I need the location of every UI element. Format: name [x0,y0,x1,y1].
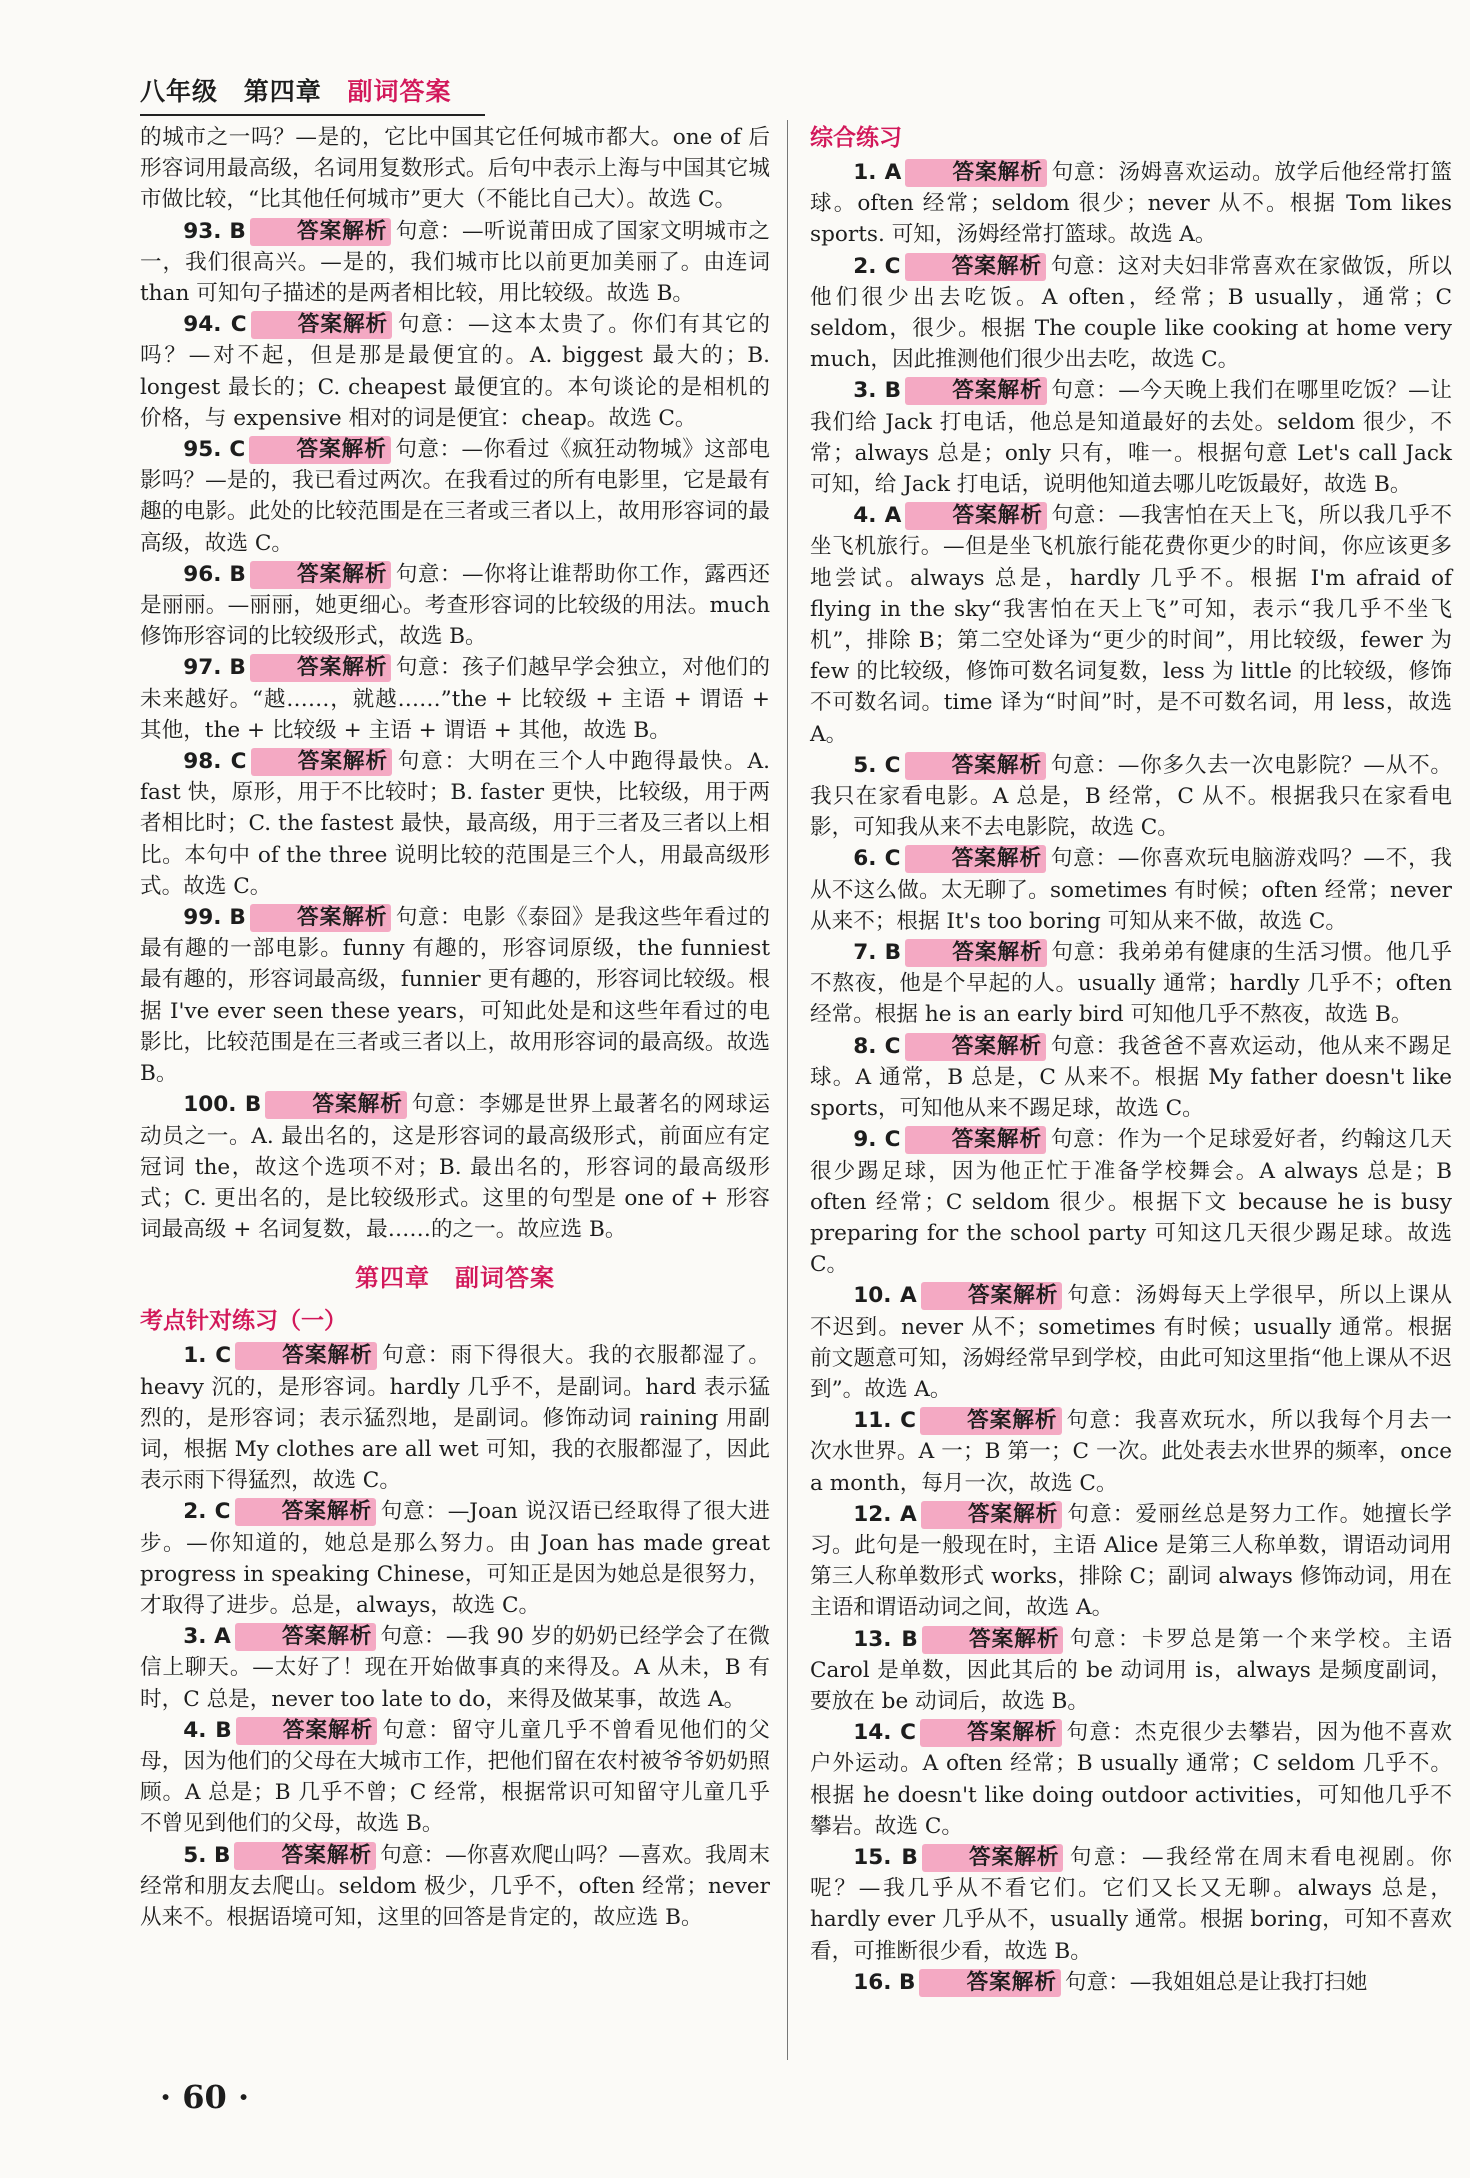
answer-text: 句意：汤姆喜欢运动。放学后他经常打篮球。often 经常；seldom 很少；never 从不。根据 Tom likes sports. 可知，汤姆经常打篮球。故选 A。 [810,160,1452,248]
answer-number: 98. C [183,749,247,775]
header-grade: 八年级 [140,77,219,106]
answer-item [140,1621,770,1715]
answer-analysis-tag: 答案解析 [235,1623,377,1651]
answer-item [140,434,770,559]
answer-analysis-tag: 答案解析 [250,904,392,932]
answer-analysis-tag: 答案解析 [250,218,392,246]
answer-item [810,1842,1452,1967]
answer-analysis-tag: 答案解析 [251,311,393,339]
answer-item [140,1496,770,1621]
answer-item [810,251,1452,376]
answer-analysis-tag: 答案解析 [905,1126,1047,1154]
answer-text: 句意：大明在三个人中跑得最快。A. fast 快，原形，用于不比较时；B. faster 更快，比较级，用于两者相比时；C. the fastest 最快，最高级，用于三者及三者以上相比。本句中 of the three 说明比较的范围是三个人，用最高级形式。故选 C。 [140,749,770,899]
answer-number: 8. C [853,1033,901,1059]
answer-analysis-tag: 答案解析 [922,1844,1064,1872]
answer-analysis-tag: 答案解析 [905,253,1047,281]
answer-text: 句意：我爸爸不喜欢运动，他从来不踢足球。A 通常，B 总是，C 从来不。根据 My father doesn't like sports，可知他从来不踢足球，故选 C。 [810,1033,1452,1122]
answer-number: 1. C [183,1343,232,1369]
answer-text: 句意：—你将让谁帮助你工作，露西还是丽丽。—丽丽，她更细心。考查形容词的比较级的用法。much 修饰形容词的比较级形式，故选 B。 [140,561,770,650]
answer-analysis-tag: 答案解析 [905,1033,1047,1061]
answer-analysis-tag: 答案解析 [235,1342,377,1370]
answer-number: 1. A [853,160,902,185]
answer-item [810,375,1452,500]
answer-analysis-tag: 答案解析 [251,748,393,776]
answer-number: 16. B [853,1969,916,1995]
answer-item [810,750,1452,844]
answer-number: 5. C [853,752,901,778]
answer-text: 句意：—我经常在周末看电视剧。你呢？—我几乎从不看它们。它们又长又无聊。always 总是，hardly ever 几乎从不，usually 通常。根据 boring，可知不喜欢看，可推断很少看，故选 B。 [810,1844,1452,1964]
answer-item [140,1340,770,1496]
answer-text: 句意：—今天晚上我们在哪里吃饭？—让我们给 Jack 打电话，他总是知道最好的去处。seldom 很少，不常；always 总是；only 只有，唯一。根据句意 Let's call Jack 可知，给 Jack 打电话，说明他知道去哪儿吃饭最好，故选 B。 [810,378,1452,498]
answer-item [810,1405,1452,1499]
answer-analysis-tag: 答案解析 [265,1091,407,1119]
answer-item [810,157,1452,251]
answer-number: 100. B [183,1092,262,1118]
answer-analysis-tag: 答案解析 [920,1719,1062,1747]
column-divider [787,120,788,2060]
answer-number: 96. B [183,561,246,587]
answer-item [140,216,770,310]
answer-text: 句意：—Joan 说汉语已经取得了很大进步。—你知道的，她总是那么努力。由 Joan has made great progress in speaking Chinese，可知正是因为她总是很努力，才取得了进步。总是，always，故选 C。 [140,1499,770,1618]
answer-text: 句意：这对夫妇非常喜欢在家做饭，所以他们很少出去吃饭。A often，经常；B usually，通常；C seldom，很少。根据 The couple like cooking at home very much，因此推测他们很少出去吃，故选 C。 [810,253,1452,373]
answer-item [810,1624,1452,1718]
answer-number: 11. C [853,1408,916,1434]
answer-text: 句意：杰克很少去攀岩，因为他不喜欢户外运动。A often 经常；B usually 通常；C seldom 几乎不。根据 he doesn't like doing outdoor activities，可知他几乎不攀岩。故选 C。 [810,1720,1452,1839]
answer-analysis-tag: 答案解析 [905,377,1047,405]
answer-analysis-tag: 答案解析 [250,654,392,682]
answer-analysis-tag: 答案解析 [235,1498,377,1526]
answer-number: 5. B [183,1842,231,1868]
answer-analysis-tag: 答案解析 [905,502,1047,530]
answer-text: 句意：卡罗总是第一个来学校。主语 Carol 是单数，因此其后的 be 动词用 is，always 是频度副词，要放在 be 动词后，故选 B。 [810,1626,1452,1714]
answer-item [810,1499,1452,1624]
continued-paragraph: 的城市之一吗？—是的，它比中国其它任何城市都大。one of 后形容词用最高级，名词用复数形式。后句中表示上海与中国其它城市做比较，“比其他任何城市”更大（不能比自己大）。故选 C。 [140,125,770,213]
answer-analysis-tag: 答案解析 [905,159,1047,187]
answer-text: 句意：—我害怕在天上飞，所以我几乎不坐飞机旅行。—但是坐飞机旅行能花费你更少的时间，你应该更多地尝试。always 总是，hardly 几乎不。根据 I'm afraid of flying in the sky“我害怕在天上飞”可知，表示“我几乎不坐飞机”，排除 B；第二空处译为“更少的时间”，用比较级，fewer 为 few 的比较级，修饰可数名词复数，less 为 little 的比较级，修饰不可数名词。time 译为“时间”时，是不可数名词，用 less，故选 A。 [810,503,1452,747]
answer-number: 4. A [853,503,902,529]
left-column [140,122,770,1933]
answer-analysis-tag: 答案解析 [250,561,392,589]
answer-number: 3. A [183,1624,231,1650]
answer-number: 10. A [853,1283,917,1309]
answer-number: 95. C [183,437,246,463]
answer-text: 句意：—我 90 岁的奶奶已经学会了在微信上聊天。—太好了！现在开始做事真的来得及。A 从未，B 有时，C 总是，never too late to do，来得及做某事，故选 A。 [140,1624,770,1712]
answer-text: 句意：电影《泰囧》是我这些年看过的最有趣的一部电影。funny 有趣的，形容词原级，the funniest 最有趣的，形容词最高级，funnier 更有趣的，形容词比较级。根据 I've ever seen these years，可知此处是和这些年看过的电影比，比较范围是在三者或三者以上，故用形容词的最高级。故选 B。 [140,905,770,1087]
answer-item [140,309,770,434]
answer-item [140,1715,770,1840]
answer-analysis-tag: 答案解析 [236,1717,378,1745]
answer-number: 97. B [183,655,246,681]
answer-item [140,902,770,1089]
answer-number: 2. C [853,253,901,279]
answer-number: 13. B [853,1626,918,1652]
answer-item [810,1124,1452,1280]
answer-number: 15. B [853,1844,918,1870]
answer-text: 句意：—你喜欢玩电脑游戏吗？—不，我从不这么做。太无聊了。sometimes 有时候；often 经常；never 从来不；根据 It's too boring 可知从来不做，故选 C。 [810,846,1452,934]
running-header [140,72,485,116]
answer-number: 7. B [853,940,902,966]
answer-text: 句意：爱丽丝总是努力工作。她擅长学习。此句是一般现在时，主语 Alice 是第三人称单数，谓语动词用第三人称单数形式 works，排除 C；副词 always 修饰动词，用在主语和谓语动词之间，故选 A。 [810,1501,1452,1621]
answer-analysis-tag: 答案解析 [905,845,1047,873]
answer-item [810,500,1452,750]
answer-number: 14. C [853,1720,916,1746]
answer-item [140,1089,770,1245]
answer-number: 94. C [183,312,247,338]
answer-text: 句意：—你喜欢爬山吗？—喜欢。我周末经常和朋友去爬山。seldom 极少，几乎不，often 经常；never 从来不。根据语境可知，这里的回答是肯定的，故应选 B。 [140,1842,770,1930]
answer-text: 句意：—这本太贵了。你们有其它的吗？—对不起，但是那是最便宜的。A. biggest 最大的；B. longest 最长的；C. cheapest 最便宜的。本句谈论的是相机的价格，与 expensive 相对的词是便宜：cheap。故选 C。 [140,312,770,431]
answer-item [810,937,1452,1031]
answer-number: 6. C [853,846,901,872]
answer-text: 句意：—我姐姐总是让我打扫她 [1065,1969,1368,1995]
answer-text: 句意：李娜是世界上最著名的网球运动员之一。A. 最出名的，这是形容词的最高级形式，前面应有定冠词 the，故这个选项不对；B. 最出名的，形容词的最高级形式；C. 更出名的，是比较级形式。这里的句型是 one of + 形容词最高级 + 名词复数，最……的之一。故应选 B。 [140,1092,770,1243]
answer-number: 12. A [853,1501,917,1527]
answer-text: 句意：汤姆每天上学很早，所以上课从不迟到。never 从不；sometimes 有时候；usually 通常。根据前文题意可知，汤姆经常早到学校，由此可知这里指“他上课从不迟到”。故选 A。 [810,1283,1452,1402]
answer-text: 句意：—听说莆田成了国家文明城市之一，我们很高兴。—是的，我们城市比以前更加美丽了。由连词 than 可知句子描述的是两者相比较，用比较级。故选 B。 [140,218,770,307]
answer-number: 9. C [853,1127,901,1153]
header-section: 副词答案 [347,77,452,106]
answer-text: 句意：—你看过《疯狂动物城》这部电影吗？—是的，我已看过两次。在我看过的所有电影里，它是最有趣的电影。此处的比较范围是在三者或三者以上，故用形容词的最高级，故选 C。 [140,437,770,556]
answer-item [140,1840,770,1934]
answer-number: 99. B [183,905,246,931]
answer-analysis-tag: 答案解析 [920,1407,1062,1435]
answer-text: 句意：我弟弟有健康的生活习惯。他几乎不熬夜，他是个早起的人。usually 通常；hardly 几乎不；often 经常。根据 he is an early bird 可知他几乎不熬夜，故选 B。 [810,940,1452,1028]
answer-analysis-tag: 答案解析 [921,1282,1063,1310]
answer-text: 句意：留守儿童几乎不曾看见他们的父母，因为他们的父母在大城市工作，把他们留在农村被爷爷奶奶照顾。A 总是；B 几乎不曾；C 经常，根据常识可知留守儿童几乎不曾见到他们的父母，故选 B。 [140,1717,770,1837]
section-title: 考点针对练习（一） [140,1308,347,1335]
answer-number: 3. B [853,378,902,404]
chapter-title: 第四章 副词答案 [355,1264,555,1293]
answer-item [140,559,770,653]
header-chapter: 第四章 [243,77,322,106]
answer-number: 93. B [183,218,246,244]
page-number: · 60 · [160,2078,250,2116]
answer-text: 句意：孩子们越早学会独立，对他们的未来越好。“越……，就越……”the + 比较级 + 主语 + 谓语 + 其他，the + 比较级 + 主语 + 谓语 + 其他，故选 B。 [140,655,770,743]
answer-text: 句意：—你多久去一次电影院？—从不。我只在家看电影。A 总是，B 经常，C 从不。根据我只在家看电影，可知我从来不去电影院，故选 C。 [810,752,1452,841]
answer-item [810,1031,1452,1125]
answer-text: 句意：我喜欢玩水，所以我每个月去一次水世界。A 一；B 第一；C 一次。此处表去水世界的频率，once a month，每月一次，故选 C。 [810,1408,1452,1496]
section-title-comprehensive: 综合练习 [810,125,902,151]
answer-number: 4. B [183,1717,232,1743]
answer-text: 句意：作为一个足球爱好者，约翰这几天很少踢足球，因为他正忙于准备学校舞会。A always 总是；B often 经常；C seldom 很少。根据下文 because he is busy preparing for the school party 可知这几天很少踢足球。故选 C。 [810,1127,1452,1278]
answer-analysis-tag: 答案解析 [921,1501,1063,1529]
answer-item [810,843,1452,937]
answer-item [140,746,770,902]
answer-item [810,1280,1452,1405]
answer-analysis-tag: 答案解析 [922,1626,1064,1654]
answer-number: 2. C [183,1499,231,1525]
answer-analysis-tag: 答案解析 [905,752,1047,780]
answer-analysis-tag: 答案解析 [249,436,391,464]
answer-item [810,1967,1452,1998]
answer-analysis-tag: 答案解析 [905,939,1047,967]
answer-analysis-tag: 答案解析 [234,1842,376,1870]
right-column [810,122,1452,1998]
answer-analysis-tag: 答案解析 [919,1969,1061,1997]
answer-item [810,1717,1452,1842]
answer-item [140,652,770,746]
answer-text: 句意：雨下得很大。我的衣服都湿了。heavy 沉的，是形容词。hardly 几乎不，是副词。hard 表示猛烈的，是形容词；表示猛烈地，是副词。修饰动词 raining 用副词，根据 My clothes are all wet 可知，我的衣服都湿了，因此表示雨下得猛烈，故选 C。 [140,1343,770,1494]
